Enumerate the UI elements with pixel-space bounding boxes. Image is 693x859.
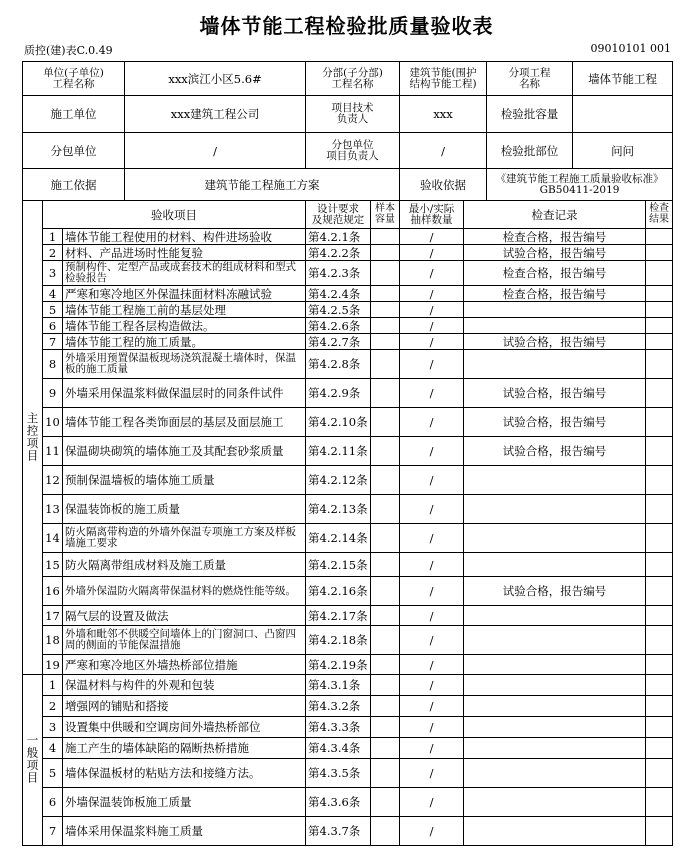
item-name: 预制构件、定型产品或成套技术的组成材料和型式检验报告 bbox=[63, 261, 306, 286]
item-sample: / bbox=[400, 466, 464, 495]
item-number: 17 bbox=[43, 606, 63, 626]
item-capacity bbox=[371, 229, 400, 245]
item-number: 4 bbox=[43, 738, 63, 759]
sub-lead-value: / bbox=[400, 133, 487, 169]
item-result bbox=[646, 379, 673, 408]
item-number: 6 bbox=[43, 318, 63, 334]
item-name: 防火隔离带构造的外墙外保温专项施工方案及样板墙施工要求 bbox=[63, 524, 306, 553]
item-capacity bbox=[371, 466, 400, 495]
item-number: 7 bbox=[43, 334, 63, 350]
tech-lead-value: xxx bbox=[400, 96, 487, 133]
tech-lead-label: 项目技术 负责人 bbox=[306, 96, 400, 133]
item-capacity bbox=[371, 437, 400, 466]
item-result bbox=[646, 334, 673, 350]
item-number: 4 bbox=[43, 286, 63, 302]
item-sample: / bbox=[400, 675, 464, 696]
item-number: 19 bbox=[43, 655, 63, 675]
item-sample: / bbox=[400, 350, 464, 379]
item-number: 3 bbox=[43, 261, 63, 286]
item-capacity bbox=[371, 696, 400, 717]
table-row bbox=[23, 626, 673, 655]
item-capacity bbox=[371, 606, 400, 626]
item-number: 2 bbox=[43, 245, 63, 261]
item-name: 保温砌块砌筑的墙体施工及其配套砂浆质量 bbox=[63, 437, 306, 466]
item-sample: / bbox=[400, 318, 464, 334]
table-row bbox=[23, 261, 673, 286]
item-sample: / bbox=[400, 245, 464, 261]
item-name: 材料、产品进场时性能复验 bbox=[63, 245, 306, 261]
item-result bbox=[646, 788, 673, 817]
item-record bbox=[464, 553, 646, 577]
subcontractor-label: 分包单位 bbox=[23, 133, 125, 169]
table-row bbox=[23, 286, 673, 302]
item-clause: 第4.2.12条 bbox=[306, 466, 371, 495]
item-sample: / bbox=[400, 379, 464, 408]
item-number: 5 bbox=[43, 302, 63, 318]
item-record: 检查合格，报告编号 bbox=[464, 286, 646, 302]
item-record bbox=[464, 524, 646, 553]
item-name: 外墙采用保温浆料做保温层时的同条件试件 bbox=[63, 379, 306, 408]
item-name: 墙体采用保温浆料施工质量 bbox=[63, 817, 306, 846]
item-number: 8 bbox=[43, 350, 63, 379]
item-record bbox=[464, 495, 646, 524]
item-number: 5 bbox=[43, 759, 63, 788]
item-capacity bbox=[371, 817, 400, 846]
sub-item-label: 分项工程 名称 bbox=[487, 62, 573, 96]
table-row bbox=[23, 655, 673, 675]
item-result bbox=[646, 524, 673, 553]
item-record bbox=[464, 738, 646, 759]
accept-basis-value: 《建筑节能工程施工质量验收标准》 GB50411-2019 bbox=[487, 169, 673, 201]
table-row bbox=[23, 675, 673, 696]
col-record-header: 检查记录 bbox=[464, 201, 646, 229]
item-capacity bbox=[371, 318, 400, 334]
page-title: 墙体节能工程检验批质量验收表 bbox=[199, 14, 494, 38]
item-number: 16 bbox=[43, 577, 63, 606]
item-clause: 第4.2.8条 bbox=[306, 350, 371, 379]
item-capacity bbox=[371, 675, 400, 696]
item-name: 预制保温墙板的墙体施工质量 bbox=[63, 466, 306, 495]
item-record: 检查合格，报告编号 bbox=[464, 261, 646, 286]
item-sample: / bbox=[400, 261, 464, 286]
item-sample: / bbox=[400, 717, 464, 738]
item-record bbox=[464, 717, 646, 738]
item-sample: / bbox=[400, 655, 464, 675]
table-row bbox=[23, 553, 673, 577]
item-name: 外墙外保温防火隔离带保温材料的燃烧性能等级。 bbox=[63, 577, 306, 606]
item-record bbox=[464, 302, 646, 318]
item-result bbox=[646, 245, 673, 261]
batch-code: 09010101 001 bbox=[590, 42, 671, 55]
item-clause: 第4.3.3条 bbox=[306, 717, 371, 738]
item-capacity bbox=[371, 577, 400, 606]
item-record: 试验合格，报告编号 bbox=[464, 408, 646, 437]
item-record bbox=[464, 675, 646, 696]
item-result bbox=[646, 655, 673, 675]
item-clause: 第4.2.14条 bbox=[306, 524, 371, 553]
table-row bbox=[23, 350, 673, 379]
item-result bbox=[646, 577, 673, 606]
item-name: 增强网的铺贴和搭接 bbox=[63, 696, 306, 717]
batch-capacity-label: 检验批容量 bbox=[487, 96, 573, 133]
acceptance-table bbox=[22, 61, 673, 846]
table-row bbox=[23, 495, 673, 524]
item-record bbox=[464, 318, 646, 334]
unit-project-label: 单位(子单位) 工程名称 bbox=[23, 62, 125, 96]
item-record bbox=[464, 626, 646, 655]
item-number: 10 bbox=[43, 408, 63, 437]
item-number: 1 bbox=[43, 675, 63, 696]
table-row bbox=[23, 606, 673, 626]
table-row bbox=[23, 318, 673, 334]
item-record bbox=[464, 655, 646, 675]
col-capacity-header: 样本 容量 bbox=[371, 201, 400, 229]
item-sample: / bbox=[400, 495, 464, 524]
item-result bbox=[646, 286, 673, 302]
item-clause: 第4.3.2条 bbox=[306, 696, 371, 717]
item-sample: / bbox=[400, 606, 464, 626]
item-result bbox=[646, 696, 673, 717]
item-number: 15 bbox=[43, 553, 63, 577]
table-row bbox=[23, 788, 673, 817]
table-row bbox=[23, 717, 673, 738]
item-name: 严寒和寒冷地区外保温抹面材料冻融试验 bbox=[63, 286, 306, 302]
item-result bbox=[646, 759, 673, 788]
constructor-value: xxx建筑工程公司 bbox=[125, 96, 306, 133]
table-row bbox=[23, 379, 673, 408]
item-name: 保温装饰板的施工质量 bbox=[63, 495, 306, 524]
item-name: 墙体保温板材的粘贴方法和接缝方法。 bbox=[63, 759, 306, 788]
item-number: 14 bbox=[43, 524, 63, 553]
item-clause: 第4.2.5条 bbox=[306, 302, 371, 318]
col-design-header: 设计要求 及规范规定 bbox=[306, 201, 371, 229]
table-row bbox=[23, 334, 673, 350]
item-capacity bbox=[371, 245, 400, 261]
item-name: 保温材料与构件的外观和包装 bbox=[63, 675, 306, 696]
item-capacity bbox=[371, 759, 400, 788]
item-capacity bbox=[371, 738, 400, 759]
item-name: 墙体节能工程各类饰面层的基层及面层施工 bbox=[63, 408, 306, 437]
item-sample: / bbox=[400, 437, 464, 466]
table-row bbox=[23, 577, 673, 606]
table-row bbox=[23, 738, 673, 759]
item-name: 外墙和毗邻不供暖空间墙体上的门窗洞口、凸窗四周的侧面的节能保温措施 bbox=[63, 626, 306, 655]
item-result bbox=[646, 626, 673, 655]
item-clause: 第4.3.5条 bbox=[306, 759, 371, 788]
item-result bbox=[646, 738, 673, 759]
item-capacity bbox=[371, 553, 400, 577]
item-clause: 第4.2.18条 bbox=[306, 626, 371, 655]
item-sample: / bbox=[400, 408, 464, 437]
item-number: 18 bbox=[43, 626, 63, 655]
item-record bbox=[464, 606, 646, 626]
item-result bbox=[646, 717, 673, 738]
subcontractor-value: / bbox=[125, 133, 306, 169]
item-capacity bbox=[371, 286, 400, 302]
item-capacity bbox=[371, 350, 400, 379]
item-number: 1 bbox=[43, 229, 63, 245]
item-result bbox=[646, 466, 673, 495]
item-record: 试验合格，报告编号 bbox=[464, 379, 646, 408]
item-sample: / bbox=[400, 788, 464, 817]
item-record bbox=[464, 466, 646, 495]
item-name: 墙体节能工程施工前的基层处理 bbox=[63, 302, 306, 318]
item-result bbox=[646, 606, 673, 626]
item-result bbox=[646, 229, 673, 245]
item-number: 6 bbox=[43, 788, 63, 817]
item-number: 2 bbox=[43, 696, 63, 717]
item-clause: 第4.3.7条 bbox=[306, 817, 371, 846]
item-sample: / bbox=[400, 302, 464, 318]
item-number: 3 bbox=[43, 717, 63, 738]
accept-basis-label: 验收依据 bbox=[400, 169, 487, 201]
item-name: 墙体节能工程使用的材料、构件进场验收 bbox=[63, 229, 306, 245]
table-row bbox=[23, 408, 673, 437]
item-capacity bbox=[371, 524, 400, 553]
main-items-section: 主控项目 bbox=[23, 201, 43, 675]
item-capacity bbox=[371, 495, 400, 524]
item-record bbox=[464, 350, 646, 379]
item-sample: / bbox=[400, 229, 464, 245]
sub-lead-label: 分包单位 项目负责人 bbox=[306, 133, 400, 169]
item-clause: 第4.2.16条 bbox=[306, 577, 371, 606]
batch-location-label: 检验批部位 bbox=[487, 133, 573, 169]
constructor-label: 施工单位 bbox=[23, 96, 125, 133]
item-record: 检查合格，报告编号 bbox=[464, 229, 646, 245]
basis-label: 施工依据 bbox=[23, 169, 125, 201]
sub-item-value: 墙体节能工程 bbox=[573, 62, 673, 96]
item-clause: 第4.2.3条 bbox=[306, 261, 371, 286]
item-capacity bbox=[371, 302, 400, 318]
item-clause: 第4.2.15条 bbox=[306, 553, 371, 577]
item-record: 试验合格，报告编号 bbox=[464, 437, 646, 466]
item-number: 12 bbox=[43, 466, 63, 495]
item-result bbox=[646, 302, 673, 318]
item-clause: 第4.3.6条 bbox=[306, 788, 371, 817]
item-number: 11 bbox=[43, 437, 63, 466]
item-capacity bbox=[371, 717, 400, 738]
item-clause: 第4.3.4条 bbox=[306, 738, 371, 759]
item-number: 9 bbox=[43, 379, 63, 408]
item-result bbox=[646, 553, 673, 577]
item-capacity bbox=[371, 379, 400, 408]
item-result bbox=[646, 408, 673, 437]
division-value: 建筑节能(围护 结构节能工程) bbox=[400, 62, 487, 96]
item-number: 13 bbox=[43, 495, 63, 524]
item-clause: 第4.2.13条 bbox=[306, 495, 371, 524]
item-name: 墙体节能工程各层构造做法。 bbox=[63, 318, 306, 334]
item-name: 严寒和寒冷地区外墙热桥部位措施 bbox=[63, 655, 306, 675]
item-record bbox=[464, 759, 646, 788]
item-capacity bbox=[371, 655, 400, 675]
item-clause: 第4.2.7条 bbox=[306, 334, 371, 350]
item-name: 墙体节能工程的施工质量。 bbox=[63, 334, 306, 350]
item-sample: / bbox=[400, 738, 464, 759]
item-name: 设置集中供暖和空调房间外墙热桥部位 bbox=[63, 717, 306, 738]
item-result bbox=[646, 437, 673, 466]
item-record bbox=[464, 788, 646, 817]
item-record bbox=[464, 696, 646, 717]
item-name: 隔气层的设置及做法 bbox=[63, 606, 306, 626]
table-row bbox=[23, 817, 673, 846]
item-number: 7 bbox=[43, 817, 63, 846]
item-name: 外墙保温装饰板施工质量 bbox=[63, 788, 306, 817]
item-clause: 第4.2.10条 bbox=[306, 408, 371, 437]
item-capacity bbox=[371, 334, 400, 350]
table-row bbox=[23, 437, 673, 466]
item-clause: 第4.2.4条 bbox=[306, 286, 371, 302]
item-name: 防火隔离带组成材料及施工质量 bbox=[63, 553, 306, 577]
basis-value: 建筑节能工程施工方案 bbox=[125, 169, 400, 201]
item-result bbox=[646, 495, 673, 524]
table-row bbox=[23, 524, 673, 553]
item-sample: / bbox=[400, 286, 464, 302]
item-name: 外墙采用预置保温板现场浇筑混凝土墙体时，保温板的施工质量 bbox=[63, 350, 306, 379]
item-capacity bbox=[371, 261, 400, 286]
item-result bbox=[646, 675, 673, 696]
item-result bbox=[646, 817, 673, 846]
item-clause: 第4.2.11条 bbox=[306, 437, 371, 466]
item-capacity bbox=[371, 626, 400, 655]
item-record: 试验合格，报告编号 bbox=[464, 577, 646, 606]
item-result bbox=[646, 318, 673, 334]
item-clause: 第4.2.2条 bbox=[306, 245, 371, 261]
form-code: 质控(建)表C.0.49 bbox=[24, 44, 113, 57]
item-clause: 第4.2.1条 bbox=[306, 229, 371, 245]
batch-capacity-value bbox=[573, 96, 673, 133]
table-row bbox=[23, 302, 673, 318]
item-sample: / bbox=[400, 626, 464, 655]
item-clause: 第4.2.9条 bbox=[306, 379, 371, 408]
col-sample-header: 最小/实际 抽样数量 bbox=[400, 201, 464, 229]
col-result-header: 检查 结果 bbox=[646, 201, 673, 229]
item-sample: / bbox=[400, 524, 464, 553]
item-record: 试验合格，报告编号 bbox=[464, 245, 646, 261]
item-name: 施工产生的墙体缺陷的隔断热桥措施 bbox=[63, 738, 306, 759]
col-item-header: 验收项目 bbox=[43, 201, 306, 229]
item-capacity bbox=[371, 788, 400, 817]
item-sample: / bbox=[400, 696, 464, 717]
item-record: 试验合格，报告编号 bbox=[464, 334, 646, 350]
table-row bbox=[23, 759, 673, 788]
unit-project-value: xxx滨江小区5.6# bbox=[125, 62, 306, 96]
item-sample: / bbox=[400, 817, 464, 846]
item-sample: / bbox=[400, 553, 464, 577]
item-sample: / bbox=[400, 759, 464, 788]
table-row bbox=[23, 696, 673, 717]
table-row bbox=[23, 245, 673, 261]
item-clause: 第4.3.1条 bbox=[306, 675, 371, 696]
item-capacity bbox=[371, 408, 400, 437]
item-sample: / bbox=[400, 334, 464, 350]
item-clause: 第4.2.19条 bbox=[306, 655, 371, 675]
item-clause: 第4.2.17条 bbox=[306, 606, 371, 626]
division-label: 分部(子分部) 工程名称 bbox=[306, 62, 400, 96]
item-result bbox=[646, 261, 673, 286]
item-result bbox=[646, 350, 673, 379]
item-sample: / bbox=[400, 577, 464, 606]
item-record bbox=[464, 817, 646, 846]
batch-location-value: 问问 bbox=[573, 133, 673, 169]
table-row bbox=[23, 229, 673, 245]
general-items-label: 一般项目 bbox=[23, 675, 43, 846]
table-row bbox=[23, 466, 673, 495]
item-clause: 第4.2.6条 bbox=[306, 318, 371, 334]
